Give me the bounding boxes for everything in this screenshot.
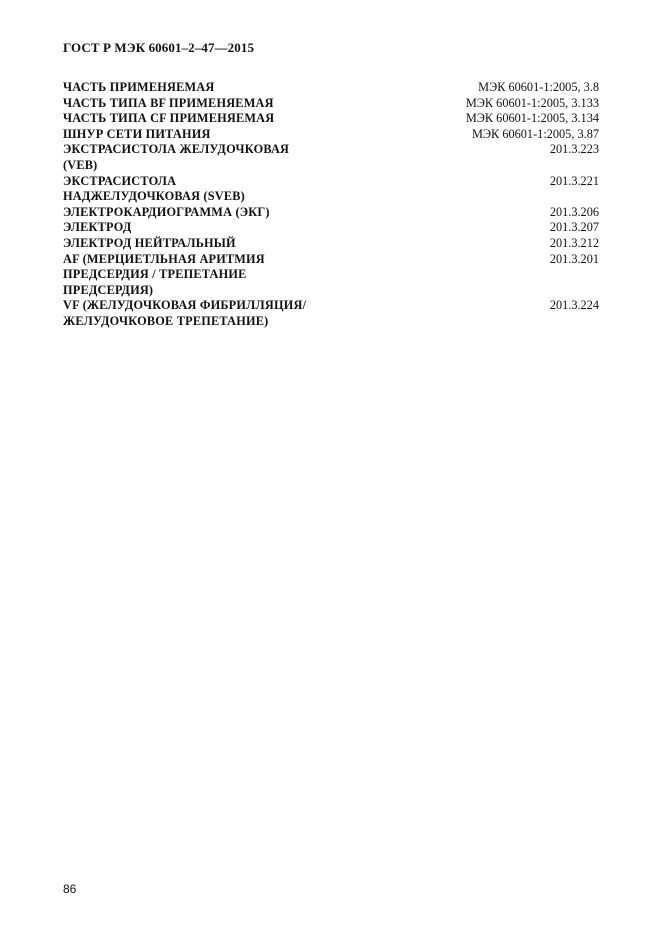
terms-list xyxy=(63,80,599,330)
term-row xyxy=(63,252,599,299)
term-name: ЭЛЕКТРОД xyxy=(63,220,132,235)
term-name: ЭКСТРАСИСТОЛА НАДЖЕЛУДОЧКОВАЯ (SVEB) xyxy=(63,173,245,204)
term-name: ЧАСТЬ ТИПА BF ПРИМЕНЯЕМАЯ xyxy=(63,95,274,110)
page-number: 86 xyxy=(63,882,77,896)
term-name: AF (МЕРЦИЕТЛЬНАЯ АРИТМИЯ ПРЕДСЕРДИЯ / ТРЕПЕТАНИЕ ПРЕДСЕРДИЯ) xyxy=(63,251,265,297)
term-name: ЧАСТЬ ТИПА CF ПРИМЕНЯЕМАЯ xyxy=(63,111,275,126)
term-reference: 201.3.221 xyxy=(549,173,599,188)
term-reference: 201.3.224 xyxy=(549,298,599,313)
term-row xyxy=(63,142,599,173)
term-reference: 201.3.207 xyxy=(549,220,599,235)
term-name: ЧАСТЬ ПРИМЕНЯЕМАЯ xyxy=(63,80,215,94)
term-reference: МЭК 60601-1:2005, 3.133 xyxy=(465,95,599,110)
term-row xyxy=(63,127,599,143)
term-reference: 201.3.212 xyxy=(549,235,599,250)
term-row xyxy=(63,174,599,205)
term-row xyxy=(63,220,599,236)
term-name: ШНУР СЕТИ ПИТАНИЯ xyxy=(63,126,211,141)
term-reference: 201.3.223 xyxy=(549,142,599,157)
term-row xyxy=(63,111,599,127)
term-row xyxy=(63,298,599,329)
term-row xyxy=(63,96,599,112)
term-name: ЭЛЕКТРОД НЕЙТРАЛЬНЫЙ xyxy=(63,235,236,250)
term-name: ЭЛЕКТРОКАРДИОГРАММА (ЭКГ) xyxy=(63,204,270,219)
term-row xyxy=(63,80,599,96)
document-header: ГОСТ Р МЭК 60601–2–47—2015 xyxy=(63,40,255,55)
term-row xyxy=(63,236,599,252)
term-name: VF (ЖЕЛУДОЧКОВАЯ ФИБРИЛЛЯЦИЯ/ЖЕЛУДОЧКОВОЕ ТРЕПЕТАНИЕ) xyxy=(63,298,307,328)
term-name: ЭКСТРАСИСТОЛА ЖЕЛУДОЧКОВАЯ (VEB) xyxy=(63,142,290,172)
term-reference: 201.3.206 xyxy=(549,204,599,219)
term-reference: МЭК 60601-1:2005, 3.8 xyxy=(478,80,599,94)
term-reference: МЭК 60601-1:2005, 3.134 xyxy=(465,111,599,126)
term-row xyxy=(63,205,599,221)
term-reference: МЭК 60601-1:2005, 3.87 xyxy=(472,126,599,141)
term-reference: 201.3.201 xyxy=(549,251,599,266)
